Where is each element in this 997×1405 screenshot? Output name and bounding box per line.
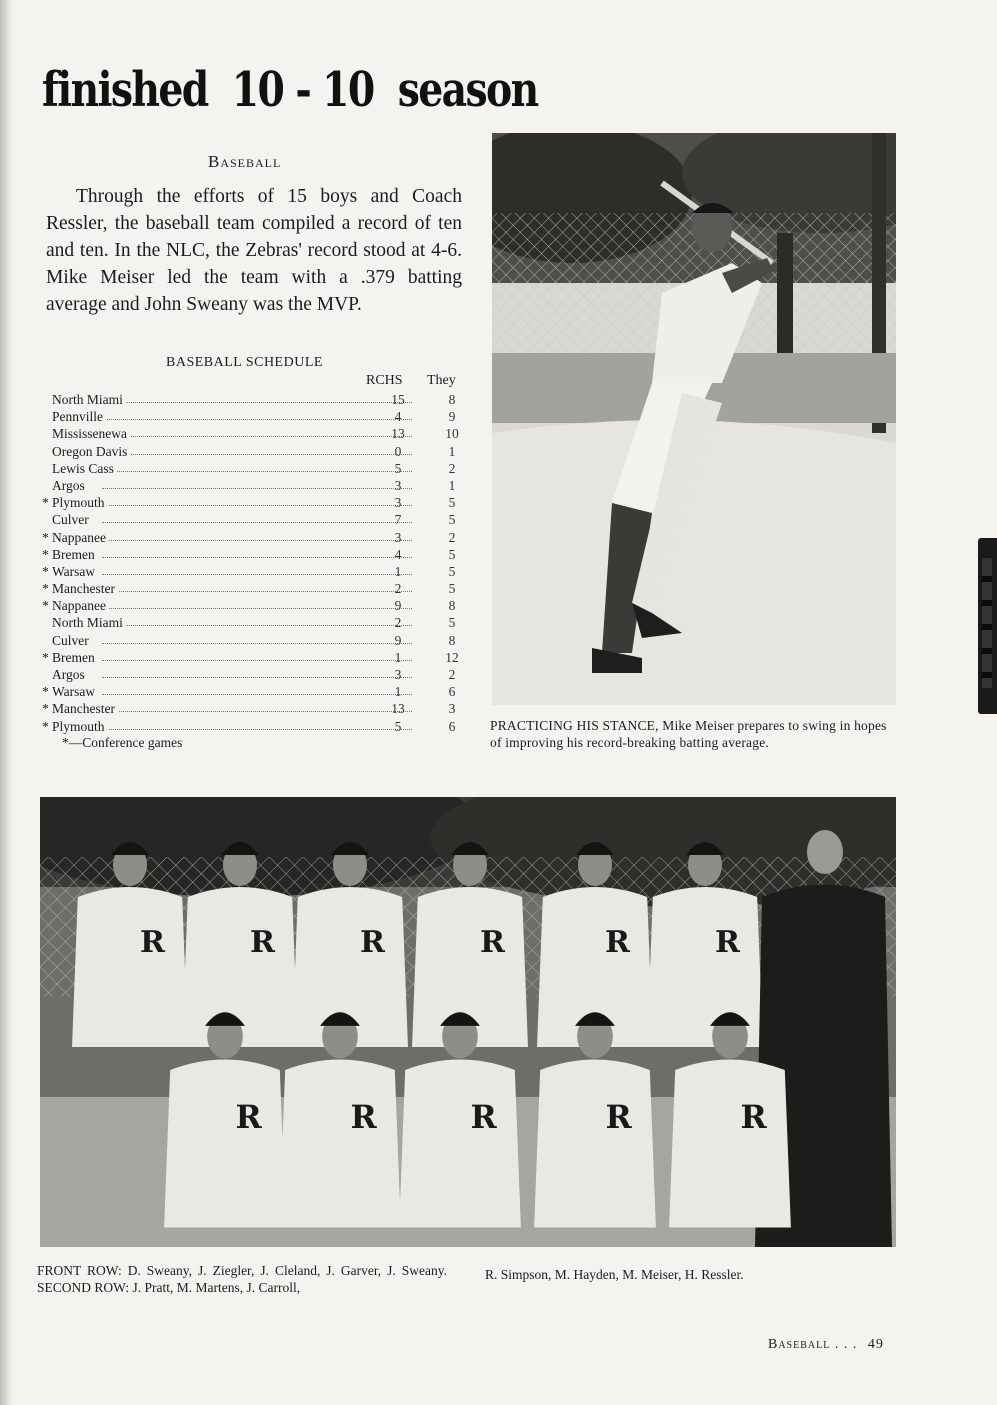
opponent-name: Warsaw (52, 563, 98, 580)
opponent-score: 6 (448, 684, 456, 700)
conference-marker: * (42, 718, 49, 734)
rchs-score: 5 (394, 460, 402, 476)
page-footer (768, 1337, 884, 1353)
team-photo (40, 797, 896, 1247)
opponent-score: 5 (448, 581, 456, 597)
conference-marker: * (42, 529, 49, 545)
opponent-score: 12 (445, 649, 459, 665)
conference-marker: * (42, 546, 49, 562)
schedule-row (42, 718, 472, 735)
opponent-score: 9 (448, 409, 456, 425)
jersey-letter: R (480, 925, 505, 960)
schedule-row (42, 597, 472, 614)
schedule-row (42, 649, 472, 666)
schedule-column-rchs: RCHS (366, 373, 403, 388)
rchs-score: 3 (394, 667, 402, 682)
opponent-name: Manchester (52, 700, 118, 717)
jersey-letter: R (250, 925, 275, 960)
opponent-name: Nappanee (52, 597, 109, 614)
leader-dots (102, 402, 412, 403)
page-number: 49 (867, 1337, 884, 1352)
leader-dots (102, 574, 412, 575)
jersey-letter: R (235, 1098, 262, 1136)
conference-marker: * (42, 684, 49, 700)
leader-dots (102, 729, 412, 730)
opponent-name: Culver (52, 511, 92, 528)
leader-dots (102, 505, 412, 506)
opponent-name: Oregon Davis (52, 443, 130, 460)
leader-dots (102, 454, 412, 455)
rchs-score: 2 (394, 581, 402, 597)
jersey-letter: R (605, 1098, 632, 1136)
batter-photo-illustration (492, 133, 896, 705)
leader-dots (102, 471, 412, 472)
schedule-row (42, 511, 472, 528)
schedule-column-they: They (427, 373, 456, 388)
team-photo-illustration (40, 797, 896, 1247)
jersey-letter: R (740, 1098, 767, 1136)
opponent-score: 8 (448, 598, 456, 614)
opponent-score: 2 (448, 667, 456, 682)
schedule-row (42, 683, 472, 700)
opponent-name: Bremen (52, 649, 98, 666)
team-photo-caption-left: FRONT ROW: D. Sweany, J. Ziegler, J. Cleland, J. Garver, J. Sweany. SECOND ROW: J. Pratt, M. Martens, J. Carroll, (37, 1263, 447, 1295)
jersey-letter: R (470, 1098, 497, 1136)
schedule-row (42, 391, 472, 408)
schedule-row (42, 580, 472, 597)
opponent-score: 5 (448, 495, 456, 511)
leader-dots (102, 436, 412, 437)
schedule-row (42, 408, 472, 425)
rchs-score: 3 (394, 495, 402, 511)
jersey-letter: R (350, 1098, 377, 1136)
schedule-row (42, 666, 472, 683)
rchs-score: 9 (394, 598, 402, 614)
schedule-row (42, 546, 472, 563)
section-title: Baseball (208, 152, 282, 171)
rchs-score: 7 (394, 512, 402, 528)
binder-clip (978, 538, 997, 714)
conference-marker: * (42, 581, 49, 597)
schedule-row (42, 443, 472, 460)
schedule-row (42, 494, 472, 511)
schedule-row (42, 614, 472, 631)
opponent-score: 1 (448, 477, 456, 493)
rchs-score: 4 (394, 546, 402, 562)
opponent-name: Mississenewa (52, 425, 130, 442)
conference-marker: * (42, 649, 49, 665)
opponent-score: 5 (448, 512, 456, 528)
schedule-row (42, 460, 472, 477)
opponent-score: 2 (448, 529, 456, 545)
batter-photo (492, 133, 896, 705)
schedule-title: BASEBALL SCHEDULE (166, 355, 323, 370)
schedule-table (42, 391, 472, 735)
rchs-score: 0 (394, 443, 402, 459)
opponent-name: Culver (52, 632, 92, 649)
opponent-score: 6 (448, 718, 456, 734)
schedule-row (42, 477, 472, 494)
team-photo-caption-right: R. Simpson, M. Hayden, M. Meiser, H. Ressler. (485, 1267, 744, 1282)
rchs-score: 9 (394, 632, 402, 648)
leader-dots (102, 488, 412, 489)
conference-marker: * (42, 701, 49, 717)
opponent-name: Warsaw (52, 683, 98, 700)
leader-dots (102, 419, 412, 420)
opponent-name: Lewis Cass (52, 460, 117, 477)
rchs-score: 13 (391, 701, 405, 717)
conference-marker: * (42, 563, 49, 579)
leader-dots (102, 694, 412, 695)
opponent-score: 5 (448, 546, 456, 562)
opponent-score: 2 (448, 460, 456, 476)
batter-photo-caption: PRACTICING HIS STANCE, Mike Meiser prepares to swing in hopes of improving his record-breaking batting average. (490, 718, 887, 750)
opponent-name: North Miami (52, 614, 126, 631)
schedule-row (42, 700, 472, 717)
rchs-score: 4 (394, 409, 402, 425)
schedule-row (42, 563, 472, 580)
jersey-letter: R (605, 925, 630, 960)
jersey-letter: R (140, 925, 165, 960)
page-spine-shadow (0, 0, 14, 1405)
opponent-name: Bremen (52, 546, 98, 563)
leader-dots (102, 522, 412, 523)
rchs-score: 15 (391, 392, 405, 407)
opponent-name: Plymouth (52, 718, 108, 735)
conference-marker: * (42, 495, 49, 511)
jersey-letter: R (360, 925, 385, 960)
rchs-score: 1 (394, 563, 402, 579)
schedule-row (42, 529, 472, 546)
rchs-score: 3 (394, 529, 402, 545)
opponent-score: 5 (448, 563, 456, 579)
opponent-name: Nappanee (52, 529, 109, 546)
leader-dots (102, 643, 412, 644)
schedule-footnote: *—Conference games (62, 735, 183, 750)
jersey-letter: R (715, 925, 740, 960)
leader-dots (102, 557, 412, 558)
leader-dots (102, 660, 412, 661)
rchs-score: 2 (394, 615, 402, 631)
leader-dots (102, 591, 412, 592)
opponent-score: 3 (448, 701, 456, 717)
leader-dots (102, 677, 412, 678)
schedule-row (42, 632, 472, 649)
opponent-score: 1 (448, 443, 456, 459)
leader-dots (102, 540, 412, 541)
opponent-name: Plymouth (52, 494, 108, 511)
rchs-score: 13 (391, 426, 405, 442)
footer-section: Baseball . . . (768, 1337, 858, 1352)
opponent-name: Argos (52, 666, 88, 683)
rchs-score: 1 (394, 649, 402, 665)
rchs-score: 3 (394, 477, 402, 493)
opponent-score: 5 (448, 615, 456, 631)
opponent-score: 8 (448, 632, 456, 648)
schedule-row (42, 425, 472, 442)
rchs-score: 1 (394, 684, 402, 700)
rchs-score: 5 (394, 718, 402, 734)
conference-marker: * (42, 598, 49, 614)
opponent-name: Pennville (52, 408, 106, 425)
body-paragraph: Through the efforts of 15 boys and Coach Ressler, the baseball team compiled a record of ten and ten. In the NLC, the Zebras' record stood at 4-6. Mike Meiser led the team with a .379 batting average and John Sweany was the MVP. (46, 186, 462, 315)
opponent-name: Manchester (52, 580, 118, 597)
opponent-name: North Miami (52, 391, 126, 408)
leader-dots (102, 711, 412, 712)
opponent-score: 8 (448, 392, 456, 407)
opponent-name: Argos (52, 477, 88, 494)
leader-dots (102, 608, 412, 609)
headline: finished 10 - 10 season (42, 62, 538, 118)
leader-dots (102, 625, 412, 626)
opponent-score: 10 (445, 426, 459, 442)
